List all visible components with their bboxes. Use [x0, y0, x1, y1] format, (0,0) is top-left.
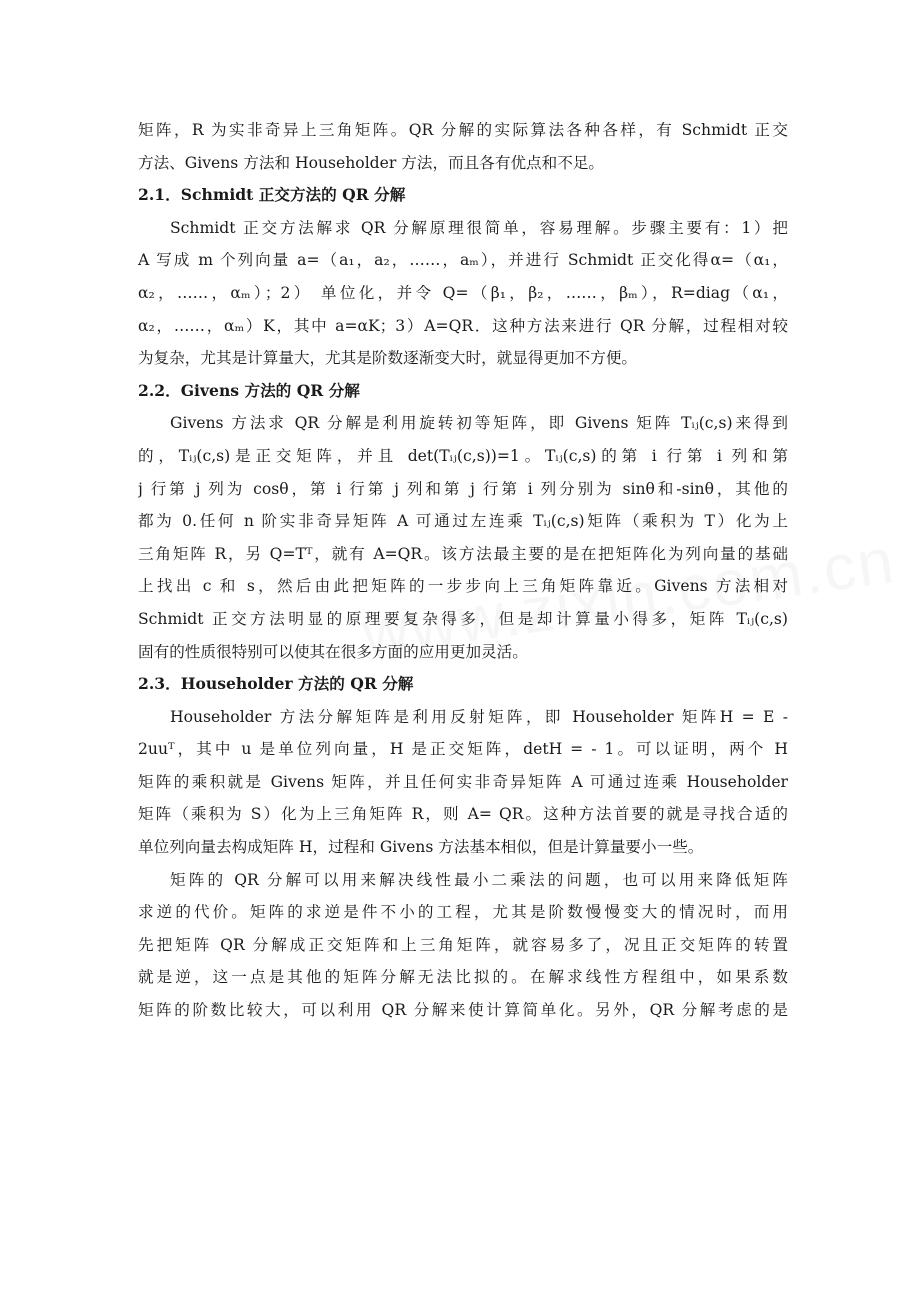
paragraph-line: A 写成 m 个列向量 a=（a₁，a₂，……，aₘ），并进行 Schmidt 正交化得α=（α₁， [138, 251, 788, 270]
paragraph-line: 就是逆，这一点是其他的矩阵分解无法比拟的。在解求线性方程组中，如果系数 [138, 968, 788, 987]
paragraph-line: 矩阵的乘积就是 Givens 矩阵，并且任何实非奇异矩阵 A 可通过连乘 Householder [138, 772, 788, 791]
paragraph-line: j 行第 j 列为 cosθ，第 i 行第 j 列和第 j 行第 i 列分别为 sinθ和-sinθ，其他的 [138, 479, 788, 498]
section-heading-2-2: 2.2．Givens 方法的 QR 分解 [138, 380, 360, 400]
paragraph-line: 的，Tᵢⱼ(c,s)是正交矩阵，并且 det(Tᵢⱼ(c,s))=1。Tᵢⱼ(c,s)的第 i 行第 i 列和第 [138, 446, 788, 465]
section-heading-2-1: 2.1．Schmidt 正交方法的 QR 分解 [138, 185, 406, 205]
paragraph-line: Givens 方法求 QR 分解是利用旋转初等矩阵，即 Givens 矩阵 Tᵢⱼ(c,s)来得到 [170, 414, 788, 433]
paragraph-line: 矩阵的 QR 分解可以用来解决线性最小二乘法的问题，也可以用来降低矩阵 [170, 870, 788, 889]
paragraph-line: Householder 方法分解矩阵是利用反射矩阵，即 Householder 矩阵H = E - [170, 707, 788, 726]
paragraph-line: 2uuᵀ，其中 u 是单位列向量，H 是正交矩阵，detH = - 1。可以证明，两个 H [138, 740, 788, 759]
paragraph-line: 上找出 c 和 s，然后由此把矩阵的一步步向上三角矩阵靠近。Givens 方法相对 [138, 577, 788, 596]
paragraph-line: 都为 0.任何 n 阶实非奇异矩阵 A 可通过左连乘 Tᵢⱼ(c,s)矩阵（乘积为 T）化为上 [138, 512, 788, 531]
paragraph-line: 三角矩阵 R，另 Q=Tᵀ，就有 A=QR。该方法最主要的是在把矩阵化为列向量的基础 [138, 544, 788, 563]
paragraph-line: 为复杂，尤其是计算量大，尤其是阶数逐渐变大时，就显得更加不方便。 [138, 349, 638, 368]
paragraph-line: 先把矩阵 QR 分解成正交矩阵和上三角矩阵，就容易多了，况且正交矩阵的转置 [138, 935, 788, 954]
paragraph-line: α₂，……，αₘ）K，其中 a=αK；3）A=QR．这种方法来进行 QR 分解，过程相对较 [138, 316, 788, 335]
paragraph-line: Schmidt 正交方法明显的原理要复杂得多，但是却计算量小得多，矩阵 Tᵢⱼ(c,s) [138, 609, 788, 628]
paragraph-line: 矩阵（乘积为 S）化为上三角矩阵 R，则 A= QR。这种方法首要的就是寻找合适的 [138, 805, 788, 824]
section-heading-2-3: 2.3．Householder 方法的 QR 分解 [138, 674, 414, 694]
paragraph-line: 固有的性质很特别可以使其在很多方面的应用更加灵活。 [138, 642, 528, 661]
paragraph-line: α₂，……，αₘ）；2） 单位化，并令 Q=（β₁，β₂，……，βₘ），R=diag（α₁， [138, 283, 788, 302]
paragraph-line: Schmidt 正交方法解求 QR 分解原理很简单，容易理解。步骤主要有：1）把 [170, 218, 788, 237]
paragraph-line: 单位列向量去构成矩阵 H，过程和 Givens 方法基本相似，但是计算量要小一些。 [138, 838, 704, 857]
document-body [138, 114, 788, 1027]
paragraph-line: 矩阵，R 为实非奇异上三角矩阵。QR 分解的实际算法各种各样，有 Schmidt 正交 [138, 121, 788, 139]
paragraph-line: 求逆的代价。矩阵的求逆是件不小的工程，尤其是阶数慢慢变大的情况时，而用 [138, 903, 788, 922]
paragraph-line: 矩阵的阶数比较大，可以利用 QR 分解来使计算简单化。另外，QR 分解考虑的是 [138, 1001, 788, 1020]
paragraph-line: 方法、Givens 方法和 Householder 方法，而且各有优点和不足。 [138, 153, 605, 172]
